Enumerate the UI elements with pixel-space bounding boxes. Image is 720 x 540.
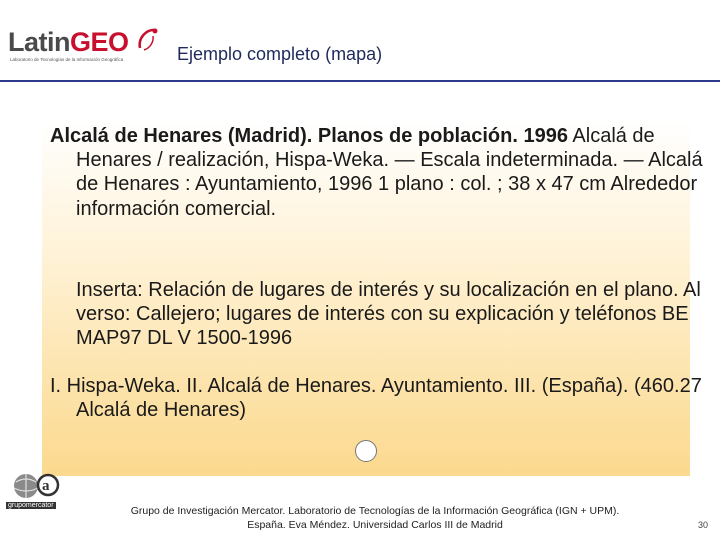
title-divider xyxy=(0,80,720,82)
logo-swoosh-icon xyxy=(136,26,160,56)
record-paragraph-2: Inserta: Relación de lugares de interés y su localización en el plano. Al verso: Callejero; lugares de interés con su explicación y teléfonos BE MAP97 DL V 1500-1996 xyxy=(76,279,701,350)
navigation-circle-button[interactable] xyxy=(355,440,377,462)
content-box xyxy=(42,121,703,476)
logo-subtitle: Laboratorio de Tecnologías de la Información Geográfica xyxy=(10,57,124,62)
footer xyxy=(80,504,670,532)
svg-text:a: a xyxy=(42,478,50,494)
footer-line-2: España. Eva Méndez. Universidad Carlos III de Madrid xyxy=(247,519,503,531)
record-title: Alcalá de Henares (Madrid). Planos de población. 1996 xyxy=(50,125,568,147)
slide-title: Ejemplo completo (mapa) xyxy=(177,44,383,64)
page-number: 30 xyxy=(697,520,708,530)
record-paragraph-3: I. Hispa-Weka. II. Alcalá de Henares. Ayuntamiento. III. (España). (460.27 Alcalá de Henares) xyxy=(50,375,702,422)
footer-line-1: Grupo de Investigación Mercator. Laboratorio de Tecnologías de la Información Geográfica (IGN + UPM). xyxy=(130,505,620,517)
logo-wordmark xyxy=(8,26,129,58)
record-description: Alcalá de Henares / realización, Hispa-Weka. — Escala indeterminada. — Alcalá de Henares : Ayuntamiento, 1996 1 plano : col. ; 38 x 47 cm Alrededor información comercial. xyxy=(76,125,703,220)
logo-main-text: Latin xyxy=(8,27,70,57)
mercator-logo-label: grupomercator xyxy=(8,502,54,509)
record-paragraph-1 xyxy=(50,124,716,221)
logo-accent-text: GEO xyxy=(70,27,129,57)
latingeo-logo xyxy=(8,26,158,66)
